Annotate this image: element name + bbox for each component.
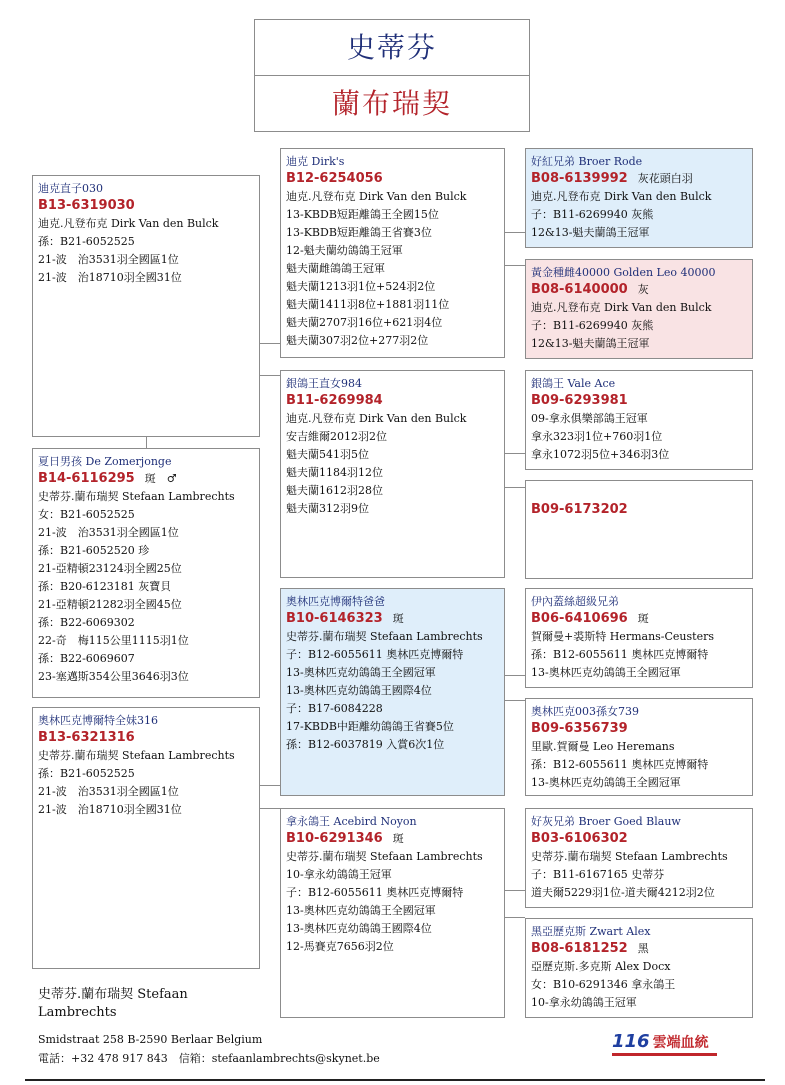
owner-first-name: 史蒂芬 [255, 20, 529, 76]
pedigree-line: 子：B17-6084228 [286, 702, 383, 715]
ring-text: B09-6356739 [531, 721, 628, 736]
connector [505, 917, 525, 918]
pigeon-card-dam[interactable] [32, 707, 260, 969]
connector [505, 675, 525, 676]
connector [260, 808, 280, 809]
pigeon-card-sire[interactable] [32, 175, 260, 437]
connector [505, 700, 525, 701]
pedigree-line: 12&13-魁夫蘭鴿王冠軍 [531, 226, 650, 239]
pigeon-card-ancestor-5[interactable] [525, 588, 753, 688]
pigeon-name: 奧林匹克003孫女739 [531, 705, 639, 718]
pedigree-line: 史蒂芬.蘭布瑞契 Stefaan Lambrechts [286, 630, 483, 643]
ring-text: B09-6173202 [531, 502, 628, 517]
pedigree-line: 13-奧林匹克幼鴿鴿王全國冠軍 [286, 904, 436, 917]
pigeon-name: 迪克 Dirk's [286, 155, 345, 168]
logo-underline [612, 1053, 717, 1056]
pigeon-card-grandsire-1[interactable] [280, 148, 505, 358]
breeder-contact[interactable]: 電話：+32 478 917 843 信箱：stefaanlambrechts@skynet.be [38, 1052, 380, 1065]
pedigree-line: 安吉維爾2012羽2位 [286, 430, 387, 443]
pedigree-line: 迪克.凡登布克 Dirk Van den Bulck [38, 217, 219, 230]
pedigree-line: 迪克.凡登布克 Dirk Van den Bulck [531, 190, 712, 203]
pigeon-color: 灰 [637, 283, 649, 296]
pedigree-line: 孫：B21-6052525 [38, 767, 135, 780]
pedigree-line: 12-馬賽克7656羽2位 [286, 940, 394, 953]
ring-number [531, 830, 752, 848]
bottom-rule [25, 1079, 765, 1081]
pedigree-line: 孫：B12-6055611 奧林匹克博爾特 [531, 758, 709, 771]
ring-number [531, 501, 752, 519]
pedigree-line: 子：B11-6167165 史蒂芬 [531, 868, 665, 881]
ring-number [531, 281, 752, 299]
pedigree-line: 孫：B12-6037819 入賞6次1位 [286, 738, 445, 751]
pedigree-line: 亞歷克斯.多克斯 Alex Docx [531, 960, 671, 973]
connector [260, 343, 280, 344]
pedigree-line: 史蒂芬.蘭布瑞契 Stefaan Lambrechts [38, 490, 235, 503]
pedigree-line: 魁夫蘭雌鴿鴿王冠軍 [286, 262, 385, 275]
ring-text: B09-6293981 [531, 393, 628, 408]
pigeon-name: 好紅兄弟 Broer Rode [531, 155, 643, 168]
pigeon-color: 斑 ♂ [144, 472, 177, 485]
pedigree-line: 史蒂芬.蘭布瑞契 Stefaan Lambrechts [286, 850, 483, 863]
ring-number [286, 830, 504, 848]
pedigree-line: 女：B10-6291346 拿永鴿王 [531, 978, 676, 991]
pedigree-line: 22-奇 梅115公里1115羽1位 [38, 634, 189, 647]
pedigree-line: 女：B21-6052525 [38, 508, 135, 521]
pigeon-name: 奧林匹克博爾特全妹316 [38, 714, 158, 727]
pigeon-card-subject[interactable] [32, 448, 260, 698]
pedigree-line: 魁夫蘭1411羽8位+1881羽11位 [286, 298, 450, 311]
connector [505, 265, 525, 266]
pedigree-line: 魁夫蘭1184羽12位 [286, 466, 383, 479]
pigeon-name: 拿永鴿王 Acebird Noyon [286, 815, 417, 828]
pigeon-name: 迪克直子030 [38, 182, 103, 195]
pedigree-line: 21-波 治18710羽全國31位 [38, 803, 182, 816]
logo-text: 雲端血統 [652, 1035, 709, 1051]
pedigree-line: 09-拿永俱樂部鴿王冠軍 [531, 412, 648, 425]
connector [505, 890, 525, 891]
ring-text: B13-6319030 [38, 198, 135, 213]
pigeon-name: 銀鴿王直女984 [286, 377, 362, 390]
pigeon-name: 好灰兄弟 Broer Goed Blauw [531, 815, 681, 828]
pedigree-title [254, 19, 530, 132]
pedigree-line: 魁夫蘭307羽2位+277羽2位 [286, 334, 429, 347]
ring-number [38, 470, 259, 488]
brand-logo [612, 1031, 709, 1052]
pigeon-name: 黃金種雌40000 Golden Leo 40000 [531, 266, 716, 279]
pedigree-line: 21-波 治3531羽全國區1位 [38, 526, 179, 539]
connector [146, 437, 147, 448]
pedigree-line: 13-奧林匹克幼鴿鴿王國際4位 [286, 684, 432, 697]
pigeon-name: 銀鴿王 Vale Ace [531, 377, 616, 390]
ring-text: B08-6140000 [531, 282, 628, 297]
pigeon-card-ancestor-8[interactable] [525, 918, 753, 1018]
pedigree-line: 迪克.凡登布克 Dirk Van den Bulck [286, 412, 467, 425]
pedigree-line: 21-亞精頓21282羽全國45位 [38, 598, 182, 611]
pedigree-line: 孫：B12-6055611 奧林匹克博爾特 [531, 648, 709, 661]
pedigree-line: 子：B12-6055611 奧林匹克博爾特 [286, 648, 464, 661]
ring-number [531, 720, 752, 738]
pedigree-line: 道夫爾5229羽1位-道夫爾4212羽2位 [531, 886, 715, 899]
ring-number [286, 610, 504, 628]
pedigree-line: 迪克.凡登布克 Dirk Van den Bulck [286, 190, 467, 203]
owner-last-name: 蘭布瑞契 [331, 87, 452, 120]
ring-number [286, 392, 504, 410]
ring-number [531, 940, 752, 958]
pedigree-line: 史蒂芬.蘭布瑞契 Stefaan Lambrechts [531, 850, 728, 863]
pigeon-color: 灰花頭白羽 [637, 172, 693, 185]
pigeon-card-granddam-2[interactable] [280, 808, 505, 1018]
ring-text: B08-6181252 [531, 941, 628, 956]
ring-number [531, 392, 752, 410]
ring-text: B03-6106302 [531, 831, 628, 846]
ring-text: B10-6291346 [286, 831, 383, 846]
ring-text: B12-6254056 [286, 171, 383, 186]
pigeon-card-ancestor-6[interactable] [525, 698, 753, 796]
pedigree-line: 迪克.凡登布克 Dirk Van den Bulck [531, 301, 712, 314]
pedigree-line: 史蒂芬.蘭布瑞契 Stefaan Lambrechts [38, 749, 235, 762]
pedigree-line: 魁夫蘭541羽5位 [286, 448, 369, 461]
pigeon-card-ancestor-4[interactable] [525, 480, 753, 579]
pigeon-card-ancestor-1[interactable] [525, 148, 753, 248]
pigeon-color: 黑 [637, 942, 649, 955]
pigeon-color: 斑 [392, 612, 404, 625]
pedigree-line: 21-波 治3531羽全國區1位 [38, 785, 179, 798]
pigeon-card-granddam-1[interactable] [280, 370, 505, 578]
connector [505, 453, 525, 454]
pedigree-line: 13-奧林匹克幼鴿鴿王全國冠軍 [531, 776, 681, 789]
pedigree-line: 13-KBDB短距離鴿王全國15位 [286, 208, 439, 221]
pigeon-card-ancestor-3[interactable] [525, 370, 753, 470]
pedigree-line: 拿永323羽1位+760羽1位 [531, 430, 663, 443]
pedigree-line: 孫：B21-6052525 [38, 235, 135, 248]
ring-number [38, 729, 259, 747]
pigeon-color: 斑 [392, 832, 404, 845]
pigeon-name: 夏日男孩 De Zomerjonge [38, 455, 172, 468]
pedigree-line: 魁夫蘭1612羽28位 [286, 484, 383, 497]
pedigree-line: 13-奧林匹克幼鴿鴿王國際4位 [286, 922, 432, 935]
pedigree-line: 13-KBDB短距離鴿王省賽3位 [286, 226, 432, 239]
ring-text: B14-6116295 [38, 471, 135, 486]
breeder-name [38, 986, 188, 1022]
breeder-address: Smidstraat 258 B-2590 Berlaar Belgium [38, 1033, 263, 1046]
ring-text: B13-6321316 [38, 730, 135, 745]
ring-text: B08-6139992 [531, 171, 628, 186]
pedigree-line: 孫：B20-6123181 灰寶貝 [38, 580, 172, 593]
pigeon-name: 黑亞歷克斯 Zwart Alex [531, 925, 651, 938]
ring-number [38, 197, 259, 215]
connector [260, 785, 280, 786]
pigeon-card-ancestor-7[interactable] [525, 808, 753, 908]
pedigree-line: 21-波 治3531羽全國區1位 [38, 253, 179, 266]
ring-text: B06-6410696 [531, 611, 628, 626]
pigeon-color: 斑 [637, 612, 649, 625]
ring-number [531, 170, 752, 188]
pedigree-line: 13-奧林匹克幼鴿鴿王全國冠軍 [286, 666, 436, 679]
pedigree-line: 拿永1072羽5位+346羽3位 [531, 448, 670, 461]
pedigree-line: 23-塞邁斯354公里3646羽3位 [38, 670, 189, 683]
pigeon-name: 奧林匹克博爾特爸爸 [286, 595, 385, 608]
pedigree-line: 12-魁夫蘭幼鴿鴿王冠軍 [286, 244, 403, 257]
connector [505, 232, 525, 233]
pedigree-line: 賀爾曼+裘斯特 Hermans-Ceusters [531, 630, 714, 643]
pedigree-line: 子：B11-6269940 灰熊 [531, 319, 654, 332]
pedigree-line: 子：B11-6269940 灰熊 [531, 208, 654, 221]
logo-number: 116 [612, 1031, 650, 1052]
pigeon-card-grandsire-2[interactable] [280, 588, 505, 796]
pedigree-line: 里歐.賀爾曼 Leo Heremans [531, 740, 675, 753]
pedigree-line: 21-波 治18710羽全國31位 [38, 271, 182, 284]
pedigree-line: 孫：B22-6069607 [38, 652, 135, 665]
breeder-name-line1: 史蒂芬.蘭布瑞契 Stefaan [38, 987, 188, 1002]
pedigree-line: 孫：B21-6052520 珍 [38, 544, 150, 557]
pedigree-line: 13-奧林匹克幼鴿鴿王全國冠軍 [531, 666, 681, 679]
ring-number [286, 170, 504, 188]
pedigree-line: 子：B12-6055611 奧林匹克博爾特 [286, 886, 464, 899]
pedigree-line: 17-KBDB中距離幼鴿鴿王省賽5位 [286, 720, 454, 733]
pedigree-line: 孫：B22-6069302 [38, 616, 135, 629]
pedigree-line: 12&13-魁夫蘭鴿王冠軍 [531, 337, 650, 350]
pedigree-line: 魁夫蘭2707羽16位+621羽4位 [286, 316, 443, 329]
pedigree-line: 魁夫蘭1213羽1位+524羽2位 [286, 280, 436, 293]
pedigree-line: 21-亞精頓23124羽全國25位 [38, 562, 182, 575]
pedigree-line: 10-拿永幼鴿鴿王冠軍 [286, 868, 392, 881]
pedigree-line: 魁夫蘭312羽9位 [286, 502, 369, 515]
breeder-name-line2: Lambrechts [38, 1005, 117, 1020]
pedigree-line: 10-拿永幼鴿鴿王冠軍 [531, 996, 637, 1009]
connector [505, 487, 525, 488]
pigeon-name: 伊內蓋絲超級兄弟 [531, 595, 619, 608]
ring-text: B10-6146323 [286, 611, 383, 626]
ring-number [531, 610, 752, 628]
connector [260, 375, 280, 376]
pigeon-card-ancestor-2[interactable] [525, 259, 753, 359]
ring-text: B11-6269984 [286, 393, 383, 408]
